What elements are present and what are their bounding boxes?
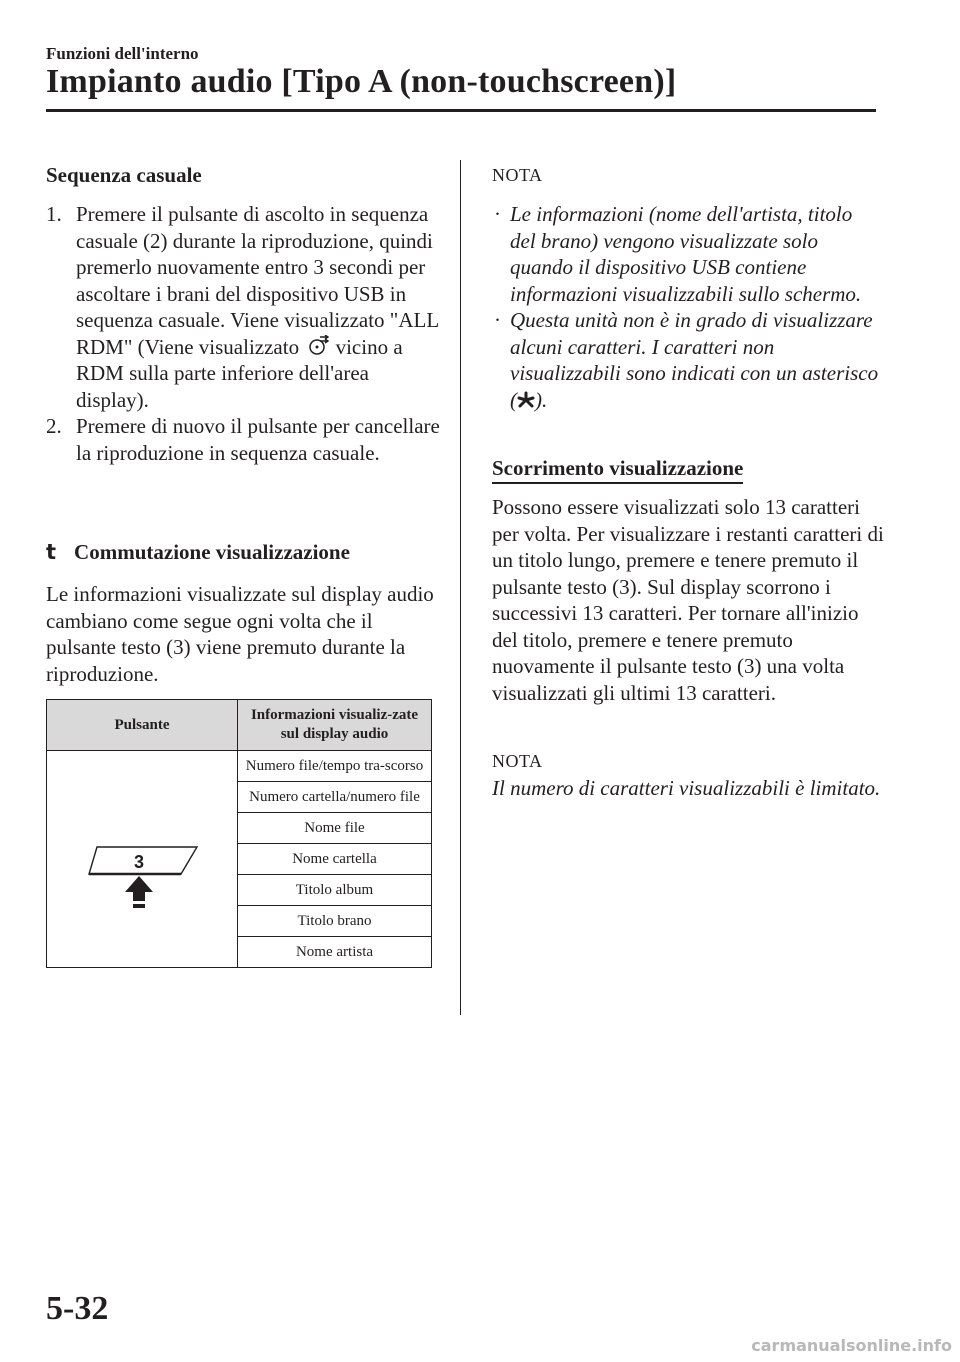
heading-text: Commutazione visualizzazione [74, 540, 350, 564]
heading-scorrimento [492, 456, 743, 484]
bullet-text: Le informazioni (nome dell'artista, titolo del brano) vengono visualizzate solo quando il dispositivo USB contiene informazioni visualizzabili sullo schermo. [510, 202, 862, 306]
list-item [492, 201, 882, 307]
table-header-pulsante: Pulsante [47, 700, 238, 751]
table-header-informazioni: Informazioni visualiz-zate sul display audio [238, 700, 432, 751]
paragraph-commutazione: Le informazioni visualizzate sul display audio cambiano come segue ogni volta che il pulsante testo (3) viene premuto durante la riproduzione. [46, 582, 434, 686]
step-text: Premere di nuovo il pulsante per cancellare la riproduzione in sequenza casuale. [76, 414, 440, 465]
bullet-dot: · [494, 308, 501, 332]
table-cell: Nome file [238, 813, 432, 844]
steps-list [46, 201, 446, 466]
table-cell: Titolo brano [238, 906, 432, 937]
paragraph-scorrimento: Possono essere visualizzati solo 13 caratteri per volta. Per visualizzare i restanti caratteri di un titolo lungo, premere e tenere premuto il pulsante testo (3). Sul display scorrono i successivi 13 caratteri. Per tornare all'inizio del titolo, premere e tenere premuto nuovamente il pulsante testo (3) una volta visualizzati gli ultimi 13 caratteri. [492, 495, 884, 705]
text-button-illustration [47, 751, 237, 961]
table-cell: Numero file/tempo tra-scorso [238, 751, 432, 782]
shuffle-disc-icon [308, 335, 330, 357]
nota-text: Il numero di caratteri visualizzabili è limitato. [492, 776, 881, 800]
heading-sequenza-casuale: Sequenza casuale [46, 163, 202, 187]
asterisk-icon [517, 389, 535, 407]
heading-text: Scorrimento visualizzazione [492, 456, 743, 484]
step-number: 2. [46, 414, 62, 438]
table-header-row [47, 700, 432, 751]
step-number: 1. [46, 202, 62, 226]
table-cell: Nome artista [238, 937, 432, 968]
nota-heading: NOTA [492, 165, 543, 185]
step-text: Premere il pulsante di ascolto in sequenza casuale (2) durante la riproduzione, quindi premerlo nuovamente entro 3 secondi per ascoltare i brani del dispositivo USB in sequenza casuale. Viene visualizzato "ALL RDM" (Viene visualizzato [76, 202, 439, 359]
bullet-text: Questa unità non è in grado di visualizzare alcuni caratteri. I caratteri non visualizzabili sono indicati con un asterisco ( [510, 308, 879, 412]
heading-commutazione [46, 540, 350, 565]
table-row [47, 751, 432, 782]
bullet-dot: · [494, 202, 501, 226]
title-rule [46, 109, 876, 112]
table-cell: Nome cartella [238, 844, 432, 875]
list-item [492, 307, 882, 413]
press-arrow-icon [125, 876, 153, 908]
button-label: 3 [133, 852, 145, 872]
watermark: carmanualsonline.info [751, 1336, 952, 1355]
page-number: 5-32 [46, 1290, 109, 1327]
list-item [46, 201, 446, 413]
column-divider [460, 160, 461, 1015]
display-info-table [46, 699, 432, 968]
section-label: Funzioni dell'interno [46, 44, 199, 63]
bullet-text-end: ). [535, 387, 548, 412]
button-cell [47, 751, 238, 968]
table-cell: Titolo album [238, 875, 432, 906]
list-item [46, 413, 446, 466]
step-text-continued: vicino a RDM sulla parte inferiore dell'area display). [76, 334, 403, 412]
nota-bullets [492, 201, 882, 413]
section-marker: t [46, 540, 57, 564]
nota-heading: NOTA [492, 751, 543, 771]
table-cell: Numero cartella/numero file [238, 782, 432, 813]
page-title: Impianto audio [Tipo A (non-touchscreen)] [46, 63, 677, 100]
